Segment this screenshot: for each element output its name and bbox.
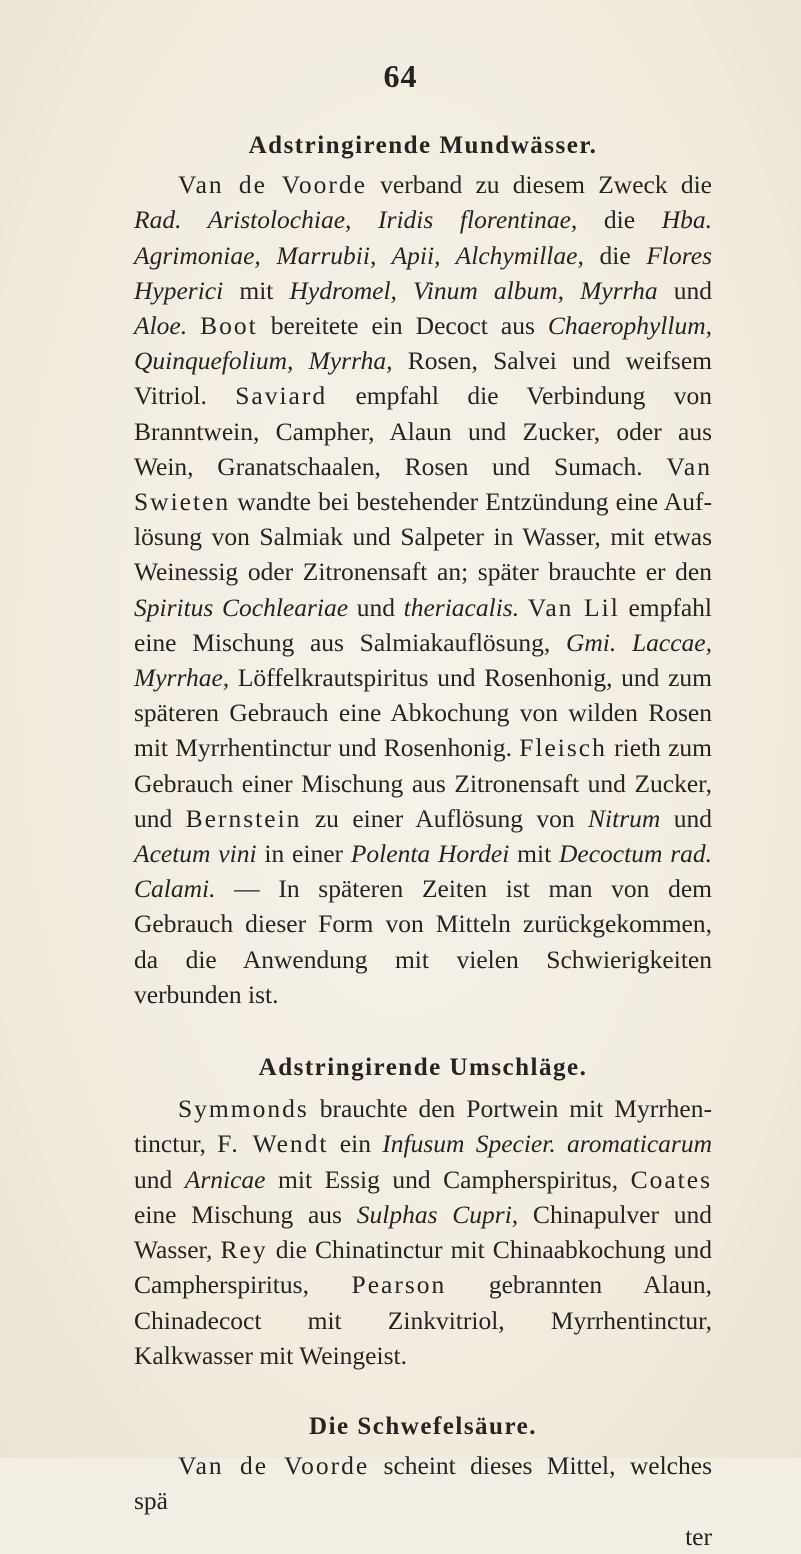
latin-term: Flores Hyperici (134, 240, 712, 305)
author-name: Symmonds (178, 1094, 309, 1124)
author-name: Coates (630, 1164, 713, 1194)
page-text (134, 128, 712, 1554)
author-name: Van de Voorde (178, 1451, 370, 1481)
latin-term: Rad. Aristolochiae, Iridis florentinae, (134, 205, 578, 235)
heading-schwefelsaeure: Die Schwefelsäure. (309, 1412, 537, 1440)
paragraph-schwefelsaeure: Van de Voorde scheint dieses Mittel, welches spä (134, 1451, 712, 1516)
author-name: Bernstein (185, 803, 302, 833)
author-name: Fleisch (519, 733, 607, 763)
latin-term: Polenta Hordei (350, 839, 510, 869)
author-name: F. Wendt (217, 1129, 329, 1159)
latin-term: Acetum vini (134, 839, 257, 869)
heading-mundwaesser: Adstringirende Mundwässer. (248, 132, 598, 159)
latin-term: Hydromel, Vinum album, Myrrha (289, 275, 658, 305)
paragraph-continuation: ter (685, 1521, 712, 1551)
author-name: Saviard (235, 381, 328, 411)
page-number: 64 (383, 58, 418, 94)
latin-term: Nitrum (588, 803, 661, 833)
latin-term: Sulphas Cupri, (356, 1199, 519, 1229)
author-name: Boot (200, 311, 258, 341)
latin-term: Hba. Agrimoniae, Marrubii, Apii, Alchymillae, (134, 205, 712, 270)
paragraph-mundwaesser: Van de Voorde verband zu diesem Zweck die Rad. Aristolochiae, Iridis florentinae, die Hba. Agrimoniae, Marrubii, Apii, Alchymillae, die Flores Hyperici mit Hydromel, Vinum album, Myrrha und Aloe. Boot bereitete ein Decoct aus Chaerophyllum, Quinquefolium, Myrrha, Rosen, Salvei und weifsem Vitriol. Saviard empfahl die Verbindung von Branntwein, Campher, Alaun und Zucker, oder aus Wein, Granatschaalen, Rosen und Sumach. Van Swieten wandte bei bestehender Entzündung eine Auflösung von Salmiak und Salpeter in Wasser, mit etwas Weinessig oder Zitronensaft an; später brauchte er den Spiritus Cochleariae und theriacalis. Van Lil empfahl eine Mischung aus Salmiakauflösung, Gmi. Laccae, Myrrhae, Löffelkrautspiritus und Rosenhonig, und zum späteren Gebrauch eine Abkochung von wilden Rosen mit Myrrhentinctur und Rosenhonig. Fleisch rieth zum Gebrauch einer Mischung aus Zitronensaft und Zucker, und Bernstein zu einer Auflösung von Nitrum und Acetum vini in einer Polenta Hordei mit Decoctum rad. Calami. — In späteren Zeiten ist man von dem Gebrauch dieser Form von Mitteln zurückgekommen, da die Anwendung mit vielen Schwierigkeiten verbunden ist. (134, 170, 713, 1009)
heading-umschlaege: Adstringirende Umschläge. (258, 1054, 588, 1082)
author-name: Rey (220, 1235, 268, 1265)
author-name: Pearson (351, 1270, 447, 1300)
latin-term: Decoctum rad. Calami. (134, 839, 713, 904)
latin-term: Chaerophyllum, Quinquefolium, Myrrha, (134, 311, 712, 376)
author-name: Van Lil (527, 592, 620, 622)
paragraph-umschlaege: Symmonds brauchte den Portwein mit Myrrhentinctur, F. Wendt ein Infusum Specier. aromaticarum und Arnicae mit Essig und Campherspiritus, Coates eine Mischung aus Sulphas Cupri, Chinapulver und Wasser, Rey die Chinatinctur mit Chinaabkochung und Campherspiritus, Pearson gebrannten Alaun, Chinadecoct mit Zinkvitriol, Myrrhentinctur, Kalkwasser mit Weingeist. (134, 1094, 713, 1370)
latin-term: Aloe. (134, 311, 188, 341)
latin-term: theriacalis. (403, 592, 520, 622)
latin-term: Gmi. Laccae, Myrrhae, (134, 627, 712, 693)
author-name: Van Swieten (134, 451, 712, 517)
author-name: Van de Voorde (178, 170, 367, 200)
latin-term: Spiritus Cochleariae (134, 592, 349, 622)
latin-term: Infusum Specier. aromaticarum (382, 1129, 712, 1159)
latin-term: Arnicae (184, 1164, 266, 1194)
